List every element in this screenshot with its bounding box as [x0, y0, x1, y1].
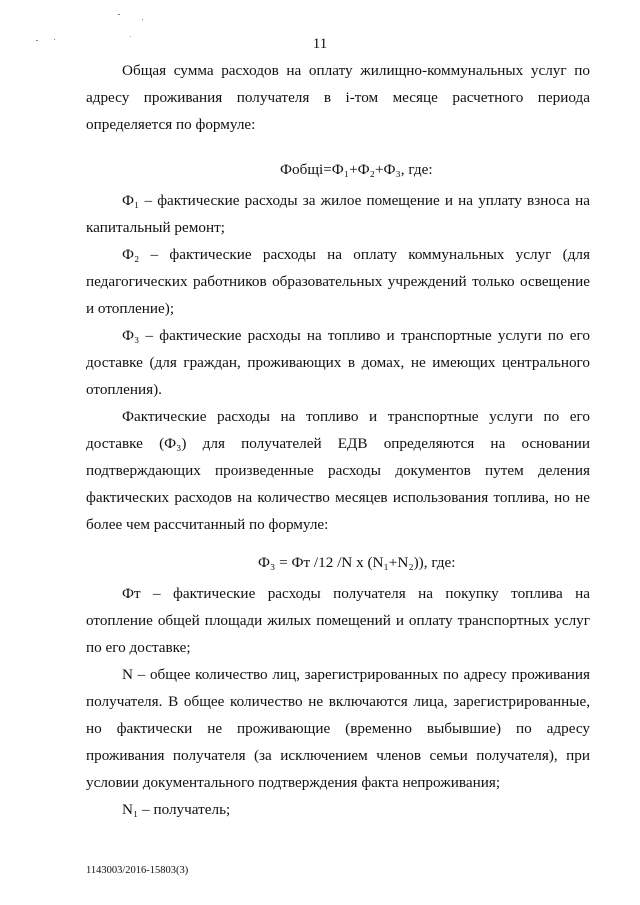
formula-total: Фобщi=Ф₁+Ф₂+Ф₃, где: — [280, 161, 433, 178]
definition-n1: N₁ – получатель; — [122, 801, 231, 818]
formula-fuel: Ф₃ = Фт /12 /N x (N₁+N₂)), где: — [258, 554, 456, 571]
fuel-expenses-paragraph: Фактические расходы на топливо и транспортные услуги по его доставке (Ф₃) для получателей ЕДВ определяются на основании подтверждающих произведенные расходы документов путем деления фактических расходов на количество месяцев использования топлива, но не более чем рассчитанный по формуле: — [86, 408, 590, 533]
definition-ft: Фт – фактические расходы получателя на покупку топлива на отопление общей площади жилых помещений и оплату транспортных услуг по его доставке; — [86, 585, 590, 656]
definition-f1: Ф₁ – фактические расходы за жилое помещение и на уплату взноса на капитальный ремонт; — [86, 192, 590, 236]
definition-n: N – общее количество лиц, зарегистрированных по адресу проживания получателя. В общее количество не включаются лица, зарегистрированные, но фактически не проживающие (временно выбывшие) по адресу проживания получателя (за исключением членов семьи получателя), при условии документального подтверждения факта непроживания; — [86, 666, 590, 791]
definition-f3: Ф₃ – фактические расходы на топливо и транспортные услуги по его доставке (для граждан, проживающих в домах, не имеющих центрального отопления). — [86, 327, 590, 398]
intro-paragraph: Общая сумма расходов на оплату жилищно-коммунальных услуг по адресу проживания получателя в i-том месяце расчетного периода определяется по формуле: — [86, 62, 590, 133]
page-number: 11 — [312, 36, 328, 52]
definition-f2: Ф₂ – фактические расходы на оплату коммунальных услуг (для педагогических работников образовательных учреждений только освещение и отопление); — [86, 246, 590, 317]
document-code: 1143003/2016-15803(3) — [86, 865, 189, 876]
